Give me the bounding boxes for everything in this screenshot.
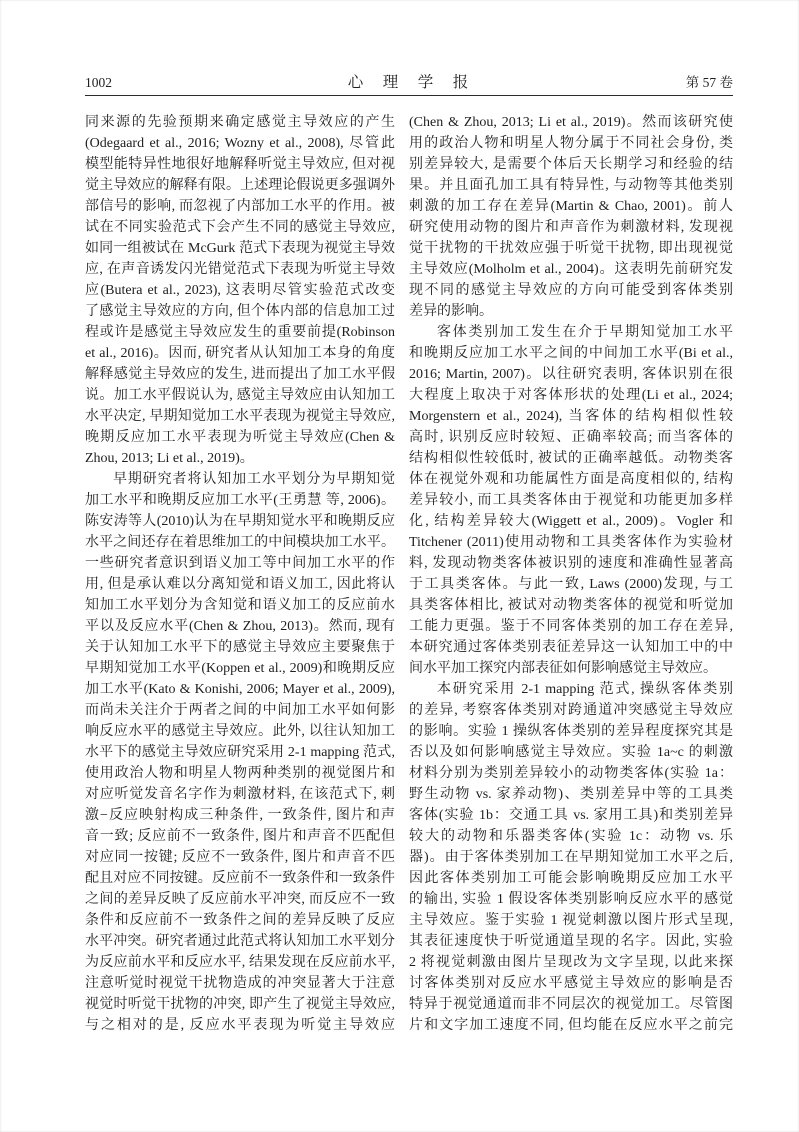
text-line: 使用政治人物和明星人物两种类别的视觉图片和 xyxy=(85,766,395,781)
text-line: 主导效应(Molholm et al., 2004)。这表明先前研究发 xyxy=(409,262,733,277)
text-line: 加工水平和晚期反应加工水平(王勇慧 等, 2006)。 xyxy=(85,493,395,508)
text-line: 否以及如何影响感觉主导效应。实验 1a~c 的刺激 xyxy=(409,745,733,760)
text-line: 了感觉主导效应的方向, 但个体内部的信息加工过 xyxy=(85,304,395,319)
text-line: 解释感觉主导效应的发生, 进而提出了加工水平假 xyxy=(85,367,395,382)
text-line: 同来源的先验预期来确定感觉主导效应的产生 xyxy=(85,115,395,130)
text-line: 差异的影响。 xyxy=(409,304,493,319)
text-line: 间水平加工探究内部表征如何影响感觉主导效应。 xyxy=(409,661,717,676)
text-line: 觉主导效应的解释有限。上述理论假说更多强调外 xyxy=(85,178,395,193)
text-line: 部信号的影响, 而忽视了内部加工水平的作用。被 xyxy=(85,199,395,214)
header-rule xyxy=(85,95,733,96)
text-line: 特异于视觉通道而非不同层次的视觉加工。尽管图 xyxy=(409,997,733,1012)
text-line: 配且对应不同按键。反应前不一致条件和一致条件 xyxy=(85,871,395,886)
text-line: 知加工水平划分为含知觉和语义加工的反应前水 xyxy=(85,598,395,613)
text-line: (Chen & Zhou, 2013; Li et al., 2019)。然而该研究使 xyxy=(409,115,733,130)
text-line: 差异较小, 而工具类客体由于视觉和功能更加多样 xyxy=(409,493,733,508)
text-line: 化, 结构差异较大(Wiggett et al., 2009)。Vogler 和 xyxy=(409,514,733,529)
text-line: 器)。由于客体类别加工在早期知觉加工水平之后, xyxy=(409,850,733,865)
text-line: 与之相对的是, 反应水平表现为听觉主导效应 xyxy=(85,1018,395,1033)
text-line: 响反应水平的感觉主导效应。此外, 以往认知加工 xyxy=(85,724,395,739)
text-line: et al., 2016)。因而, 研究者从认知加工本身的角度 xyxy=(85,346,395,361)
text-line: 其表征速度快于听觉通道呈现的名字。因此, 实验 xyxy=(409,934,733,949)
text-line: 一些研究者意识到语义加工等中间加工水平的作 xyxy=(85,556,395,571)
journal-title: 心 理 学 报 xyxy=(347,74,471,91)
text-line: 野生动物 vs. 家养动物)、类别差异中等的工具类 xyxy=(409,787,733,802)
text-line: Titchener (2011)使用动物和工具类客体作为实验材 xyxy=(409,535,733,550)
volume-label: 第 57 卷 xyxy=(685,75,733,90)
text-line: 水平下的感觉主导效应研究采用 2-1 mapping 范式, xyxy=(85,745,395,760)
text-line: 激−反应映射构成三种条件, 一致条件, 图片和声 xyxy=(85,808,395,823)
text-line: 早期知觉加工水平(Koppen et al., 2009)和晚期反应 xyxy=(85,661,395,676)
text-line: 早期研究者将认知加工水平划分为早期知觉 xyxy=(113,472,395,487)
text-line: 结构相似性较低时, 被试的正确率越低。动物类客 xyxy=(409,451,733,466)
text-line: 觉干扰物的干扰效应强于听觉干扰物, 即出现视觉 xyxy=(409,241,733,256)
text-line: 水平决定, 早期知觉加工水平表现为视觉主导效应, xyxy=(85,409,395,424)
text-line: 之间的差异反映了反应前水平冲突, 而反应不一致 xyxy=(85,892,395,907)
text-line: 工能力更强。鉴于不同客体类别的加工存在差异, xyxy=(409,619,733,634)
text-line: 客体类别加工发生在介于早期知觉加工水平 xyxy=(437,325,733,340)
text-line: 音一致; 反应前不一致条件, 图片和声音不匹配但 xyxy=(85,829,395,844)
text-line: 材料分别为类别差异较小的动物类客体(实验 1a： xyxy=(409,766,733,781)
text-line: 加工水平(Kato & Konishi, 2006; Mayer et al., 2009), xyxy=(85,682,395,697)
text-line: 模型能特异性地很好地解释听觉主导效应, 但对视 xyxy=(85,157,395,172)
text-line: 别差异较大, 是需要个体后天长期学习和经验的结 xyxy=(409,157,733,172)
text-line: 本研究通过客体类别表征差异这一认知加工中的中 xyxy=(409,640,733,655)
text-line: 说。加工水平假说认为, 感觉主导效应由认知加工 xyxy=(85,388,395,403)
text-line: 用的政治人物和明星人物分属于不同社会身份, 类 xyxy=(409,136,733,151)
text-line: 客体(实验 1b：交通工具 vs. 家用工具)和类别差异 xyxy=(409,808,733,823)
text-line: 于工具类客体。与此一致, Laws (2000)发现, 与工 xyxy=(409,577,733,592)
text-line: (Odegaard et al., 2016; Wozny et al., 2008), 尽管此 xyxy=(85,136,395,151)
text-line: 主导效应。鉴于实验 1 视觉刺激以图片形式呈现, xyxy=(409,913,733,928)
text-line: 大程度上取决于对客体形状的处理(Li et al., 2024; xyxy=(409,388,733,403)
text-line: 研究使用动物的图片和声音作为刺激材料, 发现视 xyxy=(409,220,733,235)
text-line: 水平之间还存在着思维加工的中间模块加工水平。 xyxy=(85,535,395,550)
text-line: 程或许是感觉主导效应发生的重要前提(Robinson xyxy=(85,325,395,340)
article-body xyxy=(85,112,733,1036)
text-line: Morgenstern et al., 2024), 当客体的结构相似性较 xyxy=(409,409,733,424)
text-line: 因此客体类别加工可能会影响晚期反应加工水平 xyxy=(409,871,733,886)
text-line: 具类客体相比, 被试对动物类客体的视觉和听觉加 xyxy=(409,598,733,613)
text-line: 应(Butera et al., 2023), 这表明尽管实验范式改变 xyxy=(85,283,395,298)
text-line: 对应同一按键; 反应不一致条件, 图片和声音不匹 xyxy=(85,850,395,865)
text-line: 的差异, 考察客体类别对跨通道冲突感觉主导效应 xyxy=(409,703,733,718)
text-line: 较大的动物和乐器类客体(实验 1c：动物 vs. 乐 xyxy=(409,829,733,844)
text-line: Zhou, 2013; Li et al., 2019)。 xyxy=(85,451,254,466)
text-line: 2016; Martin, 2007)。以往研究表明, 客体识别在很 xyxy=(409,367,733,382)
text-line: 条件和反应前不一致条件之间的差异反映了反应 xyxy=(85,913,395,928)
text-line: 如同一组被试在 McGurk 范式下表现为视觉主导效 xyxy=(85,241,395,256)
text-line: 讨客体类别对反应水平感觉主导效应的影响是否 xyxy=(409,976,733,991)
text-line: 的影响。实验 1 操纵客体类别的差异程度探究其是 xyxy=(409,724,733,739)
text-line: 和晚期反应加工水平之间的中间加工水平(Bi et al., xyxy=(409,346,733,361)
text-line: 为反应前水平和反应水平, 结果发现在反应前水平, xyxy=(85,955,395,970)
text-line: 平以及反应水平(Chen & Zhou, 2013)。然而, 现有 xyxy=(85,619,395,634)
text-line: 晚期反应加工水平表现为听觉主导效应(Chen & xyxy=(85,430,395,445)
text-line: 用, 但是承认难以分离知觉和语义加工, 因此将认 xyxy=(85,577,395,592)
right-column xyxy=(409,112,733,1036)
text-line: 高时, 识别反应时较短、正确率较高; 而当客体的 xyxy=(409,430,733,445)
text-line: 果。并且面孔加工具有特异性, 与动物等其他类别 xyxy=(409,178,733,193)
text-line: 料, 发现动物类客体被识别的速度和准确性显著高 xyxy=(409,556,733,571)
text-line: 试在不同实验范式下会产生不同的感觉主导效应, xyxy=(85,220,395,235)
left-column xyxy=(85,112,395,1036)
text-line: 的输出, 实验 1 假设客体类别影响反应水平的感觉 xyxy=(409,892,733,907)
text-line: 现不同的感觉主导效应的方向可能受到客体类别 xyxy=(409,283,733,298)
text-line: 注意听觉时视觉干扰物造成的冲突显著大于注意 xyxy=(85,976,395,991)
page-header xyxy=(85,70,733,92)
text-line: 应, 在声音诱发闪光错觉范式下表现为听觉主导效 xyxy=(85,262,395,277)
page-number: 1002 xyxy=(85,75,112,90)
text-line: 体在视觉外观和功能属性方面是高度相似的, 结构 xyxy=(409,472,733,487)
text-line: 片和文字加工速度不同, 但均能在反应水平之前完 xyxy=(409,1018,733,1033)
text-line: 关于认知加工水平下的感觉主导效应主要聚焦于 xyxy=(85,640,395,655)
text-line: 刺激的加工存在差异(Martin & Chao, 2001)。前人 xyxy=(409,199,733,214)
text-line: 对应听觉发音名字作为刺激材料, 在该范式下, 刺 xyxy=(85,787,395,802)
text-line: 本研究采用 2-1 mapping 范式, 操纵客体类别 xyxy=(437,682,733,697)
text-line: 而尚未关注介于两者之间的中间加工水平如何影 xyxy=(85,703,395,718)
text-line: 视觉时听觉干扰物的冲突, 即产生了视觉主导效应, xyxy=(85,997,395,1012)
text-line: 水平冲突。研究者通过此范式将认知加工水平划分 xyxy=(85,934,395,949)
text-line: 陈安涛等人(2010)认为在早期知觉水平和晚期反应 xyxy=(85,514,395,529)
text-line: 2 将视觉刺激由图片呈现改为文字呈现, 以此来探 xyxy=(409,955,733,970)
